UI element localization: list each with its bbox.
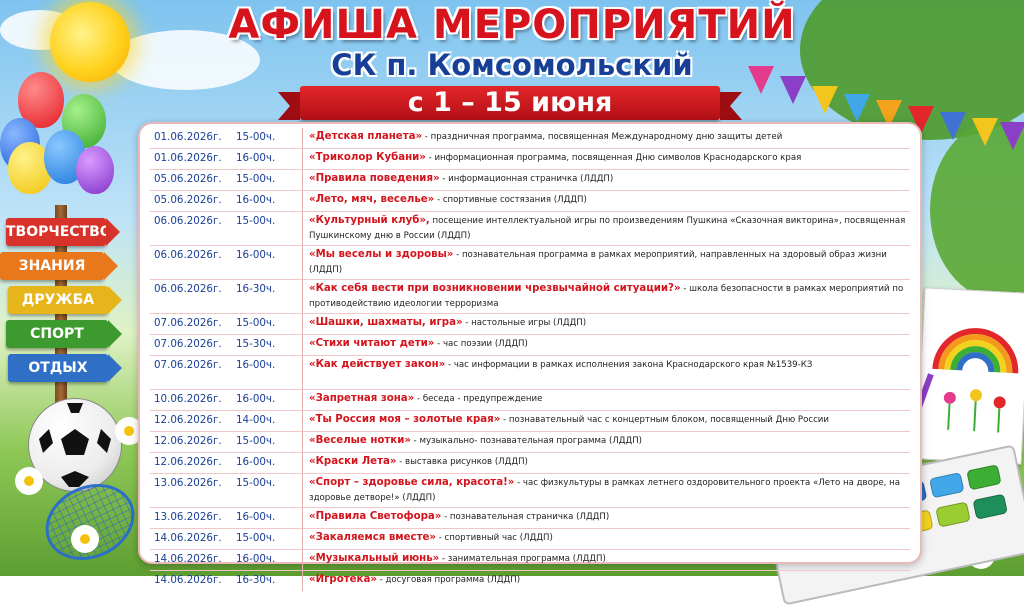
event-row: [150, 390, 910, 411]
bunting-flag: [940, 112, 966, 140]
page-subtitle: СК п. Комсомольский: [331, 48, 693, 82]
event-date: 06.06.2026г.: [154, 249, 222, 261]
sign-1: ТВОРЧЕСТВО: [6, 218, 106, 246]
event-date: 10.06.2026г.: [154, 393, 222, 405]
event-description: - праздничная программа, посвященная Международному дню защиты детей: [422, 132, 783, 142]
column-divider: [302, 149, 303, 169]
events-table: [138, 122, 922, 586]
event-text: [309, 246, 910, 277]
event-description: - час информации в рамках исполнения закона Краснодарского края №1539-КЗ: [445, 360, 813, 370]
event-description: - информационная программа, посвященная Дню символов Краснодарского края: [425, 153, 802, 163]
event-time: 15-00ч.: [236, 532, 276, 544]
event-name: «Культурный клуб»,: [309, 215, 430, 226]
column-divider: [302, 474, 303, 507]
event-text: [309, 356, 910, 373]
column-divider: [302, 529, 303, 549]
bunting-flag: [1000, 122, 1024, 150]
column-divider: [302, 411, 303, 431]
event-name: «Как действует закон»: [309, 359, 446, 370]
event-date: 12.06.2026г.: [154, 435, 222, 447]
event-text: [309, 550, 910, 567]
column-divider: [302, 335, 303, 355]
event-time: 15-00ч.: [236, 173, 276, 185]
event-text: [309, 170, 910, 187]
event-description: - познавательная страничка (ЛДДП): [441, 512, 610, 522]
event-row: [150, 356, 910, 390]
event-date: 12.06.2026г.: [154, 414, 222, 426]
event-name: «Лето, мяч, веселье»: [309, 194, 435, 205]
sign-2: ЗНАНИЯ: [0, 252, 104, 280]
event-date: 12.06.2026г.: [154, 456, 222, 468]
event-date: 13.06.2026г.: [154, 477, 222, 489]
event-row: [150, 571, 910, 591]
event-description: - познавательный час с концертным блоком, посвященный Дню России: [500, 415, 829, 425]
event-description: - занимательная программа (ЛДДП): [439, 554, 606, 564]
event-date: 06.06.2026г.: [154, 283, 222, 295]
column-divider: [302, 280, 303, 313]
event-name: «Детская планета»: [309, 131, 423, 142]
sign-5: ОТДЫХ: [8, 354, 108, 382]
event-description: - спортивные состязания (ЛДДП): [434, 195, 587, 205]
event-date: 13.06.2026г.: [154, 511, 222, 523]
event-date: 07.06.2026г.: [154, 338, 222, 350]
event-date: 07.06.2026г.: [154, 317, 222, 329]
event-text: [309, 128, 910, 145]
event-row: [150, 191, 910, 212]
event-description: - беседа - предупреждение: [414, 394, 543, 404]
event-description: - познавательная программа в рамках мероприятий, направленных на здоровый образ жизни (ЛДДП): [309, 250, 887, 275]
column-divider: [302, 191, 303, 211]
event-name: «Правила Светофора»: [309, 511, 442, 522]
event-time: 15-00ч.: [236, 477, 276, 489]
event-row: [150, 432, 910, 453]
event-row: [150, 128, 910, 149]
event-date: 14.06.2026г.: [154, 532, 222, 544]
event-time: 15-00ч.: [236, 215, 276, 227]
column-divider: [302, 432, 303, 452]
event-date: 07.06.2026г.: [154, 359, 222, 371]
column-divider: [302, 390, 303, 410]
bunting-flag: [844, 94, 870, 122]
event-time: 16-00ч.: [236, 152, 276, 164]
event-row: [150, 529, 910, 550]
page-title: АФИША МЕРОПРИЯТИЙ: [228, 2, 796, 48]
event-name: «Музыкальный июнь»: [309, 553, 440, 564]
bunting-flag: [812, 86, 838, 114]
event-name: «Спорт – здоровье сила, красота!»: [309, 477, 515, 488]
event-date: 01.06.2026г.: [154, 152, 222, 164]
event-name: «Запретная зона»: [309, 393, 415, 404]
column-divider: [302, 128, 303, 148]
event-name: «Шашки, шахматы, игра»: [309, 317, 463, 328]
column-divider: [302, 314, 303, 334]
event-description: - музыкально- познавательная программа (ЛДДП): [410, 436, 643, 446]
event-name: «Краски Лета»: [309, 456, 397, 467]
event-time: 16-00ч.: [236, 359, 276, 371]
event-time: 16-00ч.: [236, 456, 276, 468]
event-row: [150, 453, 910, 474]
event-time: 16-30ч.: [236, 574, 276, 586]
event-text: [309, 529, 910, 546]
event-time: 16-00ч.: [236, 249, 276, 261]
event-date: 05.06.2026г.: [154, 194, 222, 206]
event-text: [309, 474, 910, 505]
event-text: [309, 335, 910, 352]
column-divider: [302, 212, 303, 245]
event-text: [309, 280, 910, 311]
event-text: [309, 390, 910, 407]
event-row: [150, 411, 910, 432]
daisy-icon: [118, 420, 140, 442]
event-date: 06.06.2026г.: [154, 215, 222, 227]
event-row: [150, 335, 910, 356]
event-time: 14-00ч.: [236, 414, 276, 426]
event-time: 15-00ч.: [236, 131, 276, 143]
event-name: «Игротека»: [309, 574, 377, 585]
event-date: 05.06.2026г.: [154, 173, 222, 185]
event-time: 16-00ч.: [236, 511, 276, 523]
column-divider: [302, 170, 303, 190]
event-name: «Триколор Кубани»: [309, 152, 426, 163]
event-text: [309, 571, 910, 588]
sign-4: СПОРТ: [6, 320, 108, 348]
event-name: «Стихи читают дети»: [309, 338, 435, 349]
event-time: 16-00ч.: [236, 393, 276, 405]
event-time: 15-00ч.: [236, 435, 276, 447]
event-description: - школа безопасности в рамках мероприятий по противодействию идеологии терроризма: [309, 284, 904, 309]
event-text: [309, 314, 910, 331]
event-row: [150, 212, 910, 246]
event-date: 01.06.2026г.: [154, 131, 222, 143]
event-row: [150, 280, 910, 314]
event-text: [309, 453, 910, 470]
event-description: - час физкультуры в рамках летнего оздоровительного проекта «Лето на дворе, на здоровье детворе!» (ЛДДП): [309, 478, 900, 503]
event-text: [309, 212, 910, 243]
column-divider: [302, 453, 303, 473]
event-time: 16-00ч.: [236, 194, 276, 206]
column-divider: [302, 571, 303, 591]
event-text: [309, 149, 910, 166]
column-divider: [302, 356, 303, 389]
event-description: - настольные игры (ЛДДП): [462, 318, 587, 328]
daisy-icon: [18, 470, 40, 492]
daisy-icon: [74, 528, 96, 550]
column-divider: [302, 508, 303, 528]
event-row: [150, 149, 910, 170]
event-name: «Мы веселы и здоровы»: [309, 249, 454, 260]
column-divider: [302, 246, 303, 279]
event-description: - досуговая программа (ЛДДП): [376, 575, 521, 585]
event-text: [309, 411, 910, 428]
event-name: «Правила поведения»: [309, 173, 440, 184]
event-description: - выставка рисунков (ЛДДП): [396, 457, 528, 467]
event-name: «Закаляемся вместе»: [309, 532, 436, 543]
balloon-icon: [76, 146, 114, 194]
event-row: [150, 314, 910, 335]
event-text: [309, 508, 910, 525]
event-time: 16-00ч.: [236, 553, 276, 565]
event-row: [150, 170, 910, 191]
event-time: 15-30ч.: [236, 338, 276, 350]
sign-3: ДРУЖБА: [8, 286, 108, 314]
event-row: [150, 246, 910, 280]
event-description: - час поэзии (ЛДДП): [434, 339, 528, 349]
column-divider: [302, 550, 303, 570]
event-time: 16-30ч.: [236, 283, 276, 295]
event-text: [309, 432, 910, 449]
bunting-flag: [972, 118, 998, 146]
event-row: [150, 508, 910, 529]
event-name: «Веселые нотки»: [309, 435, 411, 446]
soccer-ball-icon: [28, 398, 122, 492]
event-description: - информационная страничка (ЛДДП): [439, 174, 614, 184]
event-name: «Ты Россия моя – золотые края»: [309, 414, 501, 425]
event-description: посещение интеллектуальной игры по произведениям Пушкина «Сказочная викторина», посвященная Пушкинскому дню в России (ЛДДП): [309, 216, 906, 241]
event-name: «Как себя вести при возникновении чрезвычайной ситуации?»: [309, 283, 681, 294]
date-range-ribbon: с 1 – 15 июня: [300, 86, 720, 120]
event-row: [150, 474, 910, 508]
event-date: 14.06.2026г.: [154, 574, 222, 586]
event-text: [309, 191, 910, 208]
event-description: - спортивный час (ЛДДП): [435, 533, 553, 543]
event-time: 15-00ч.: [236, 317, 276, 329]
event-date: 14.06.2026г.: [154, 553, 222, 565]
event-row: [150, 550, 910, 571]
